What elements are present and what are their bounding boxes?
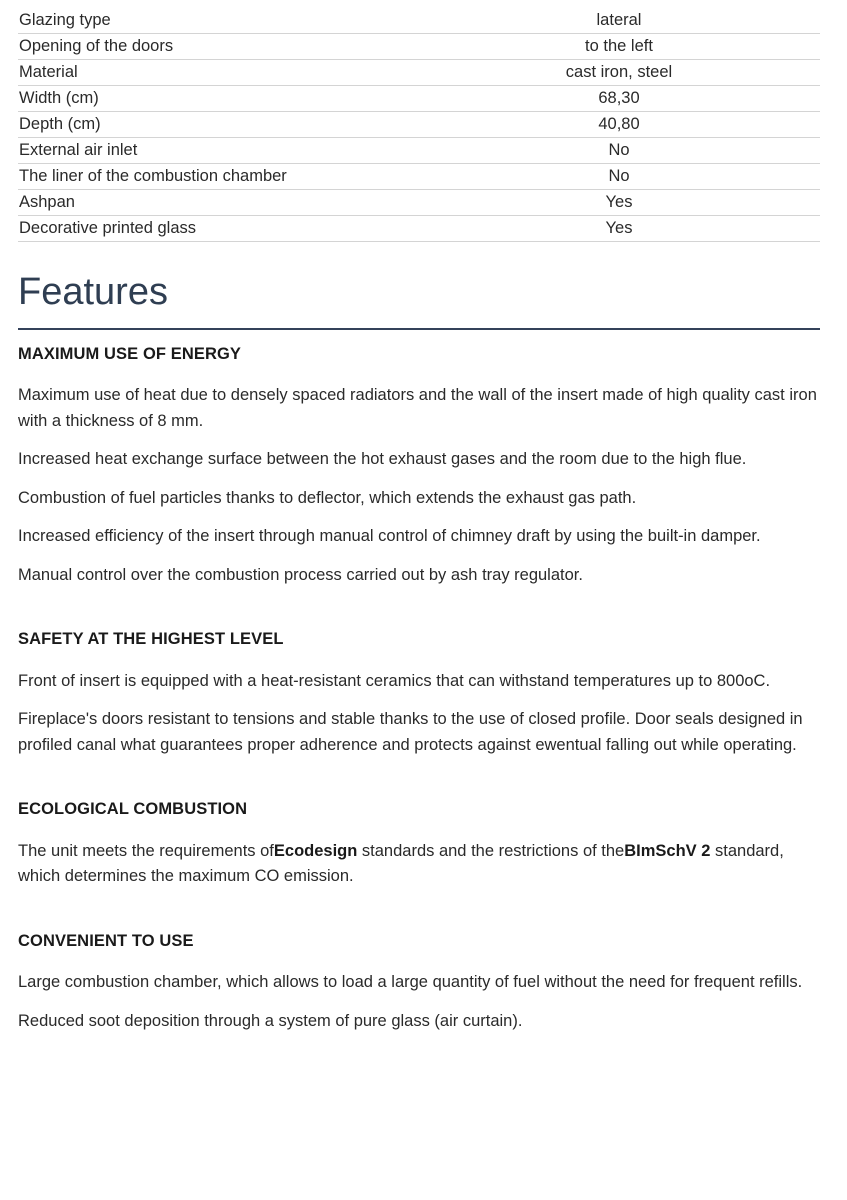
spec-row [18, 112, 820, 138]
feature-section-convenient [18, 931, 818, 1034]
section-paragraph: Reduced soot deposition through a system of pure glass (air curtain). [18, 1011, 523, 1030]
spec-value: Yes [605, 193, 633, 211]
spec-label: Decorative printed glass [19, 219, 197, 237]
section-paragraph: Fireplace's doors resistant to tensions and stable thanks to the use of closed profile. Door seals designed in profiled canal what guarantees proper adherence and protects against ewentual falling out while operating. [18, 710, 803, 754]
spec-value: lateral [596, 11, 642, 29]
spec-label: Ashpan [19, 193, 75, 211]
spec-value: 40,80 [598, 115, 640, 133]
eco-text-part: The unit meets the requirements of [18, 841, 274, 860]
ecodesign-term: Ecodesign [273, 841, 358, 860]
features-content [18, 344, 818, 1075]
spec-row [18, 86, 820, 112]
spec-value: No [608, 141, 630, 159]
spec-row [18, 164, 820, 190]
section-heading: MAXIMUM USE OF ENERGY [18, 345, 242, 363]
spec-value: No [608, 167, 630, 185]
feature-section-safety [18, 629, 818, 758]
section-paragraph: Manual control over the combustion process carried out by ash tray regulator. [18, 565, 583, 584]
section-paragraph: Front of insert is equipped with a heat-resistant ceramics that can withstand temperatures up to 800oC. [18, 671, 771, 690]
eco-text-part: standard, which determines the maximum CO emission. [18, 841, 784, 886]
spec-row [18, 216, 820, 242]
spec-row [18, 190, 820, 216]
features-title: Features [18, 271, 168, 313]
spec-value: 68,30 [598, 89, 640, 107]
spec-label: Material [19, 63, 78, 81]
spec-label: Width (cm) [19, 89, 99, 107]
section-heading: CONVENIENT TO USE [18, 931, 194, 950]
section-paragraph: Increased heat exchange surface between the hot exhaust gases and the room due to the high flue. [18, 450, 747, 469]
spec-row [18, 8, 820, 34]
section-heading: ECOLOGICAL COMBUSTION [18, 800, 248, 819]
section-paragraph: Maximum use of heat due to densely spaced radiators and the wall of the insert made of high quality cast iron with a thickness of 8 mm. [18, 386, 817, 430]
spec-row [18, 60, 820, 86]
spec-label: Glazing type [19, 11, 111, 29]
spec-row [18, 34, 820, 60]
eco-text-part: standards and the restrictions of the [357, 841, 625, 860]
features-divider [18, 328, 820, 330]
spec-label: External air inlet [19, 141, 138, 159]
section-paragraph: Increased efficiency of the insert through manual control of chimney draft by using the built-in damper. [18, 527, 761, 546]
section-paragraph [18, 839, 818, 890]
feature-section-energy [18, 344, 818, 588]
spec-row [18, 138, 820, 164]
bimschv-term: BImSchV 2 [624, 841, 711, 860]
spec-value: Yes [605, 219, 633, 237]
specifications-table [18, 8, 820, 242]
spec-value: to the left [585, 37, 653, 55]
spec-label: Depth (cm) [19, 115, 101, 133]
section-paragraph: Combustion of fuel particles thanks to deflector, which extends the exhaust gas path. [18, 488, 637, 507]
spec-value: cast iron, steel [565, 63, 673, 81]
section-paragraph: Large combustion chamber, which allows to load a large quantity of fuel without the need for frequent refills. [18, 973, 803, 992]
feature-section-ecological [18, 799, 818, 889]
spec-label: The liner of the combustion chamber [19, 167, 287, 185]
section-heading: SAFETY AT THE HIGHEST LEVEL [18, 630, 284, 649]
spec-label: Opening of the doors [19, 37, 174, 55]
